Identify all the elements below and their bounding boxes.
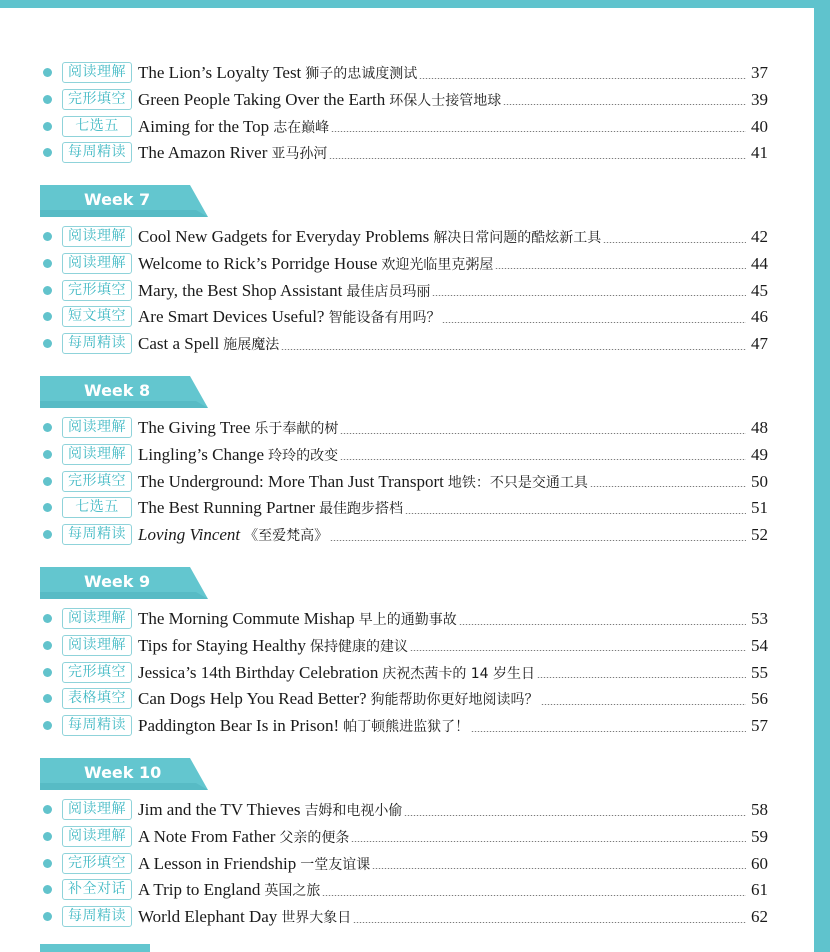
dot-leader: [405, 513, 746, 514]
bullet-icon: [43, 339, 52, 348]
toc-entry[interactable]: [0, 851, 814, 877]
entry-chinese-title: 环保人士接管地球: [389, 92, 502, 109]
entry-line: [138, 522, 748, 548]
entry-title: The Lion’s Loyalty Test: [138, 63, 302, 82]
page-number: 60: [751, 853, 768, 873]
entry-chinese-title: 早上的通勤事故: [358, 612, 457, 628]
dot-leader: [329, 158, 746, 159]
page-number: 37: [751, 63, 768, 82]
entry-chinese-title: 吉姆和电视小偷: [304, 803, 403, 819]
entry-title: Are Smart Devices Useful?: [138, 307, 325, 327]
entry-chinese-title: 解决日常问题的酷炫新工具: [433, 230, 602, 246]
entry-title: The Giving Tree: [138, 418, 251, 437]
entry-title: The Amazon River: [138, 143, 268, 163]
entry-title: A Note From Father: [138, 826, 276, 846]
dot-leader: [419, 78, 746, 79]
toc-entry[interactable]: [0, 87, 814, 113]
page-number: 58: [751, 800, 768, 819]
exercise-type-tag: 每周精读: [62, 524, 132, 545]
exercise-type-tag: 每周精读: [62, 906, 132, 927]
page-number: 61: [751, 880, 768, 900]
entry-title: World Elephant Day: [138, 907, 278, 927]
bullet-icon: [43, 477, 52, 486]
dot-leader: [495, 268, 746, 269]
toc-entry[interactable]: [0, 60, 814, 86]
entry-chinese-title: 乐于奉献的树: [254, 421, 339, 437]
dot-leader: [590, 486, 746, 487]
entry-line: [138, 660, 748, 686]
dot-leader: [353, 922, 746, 923]
entry-title: The Morning Commute Mishap: [138, 609, 355, 628]
bullet-icon: [43, 641, 52, 650]
toc-entry[interactable]: [0, 495, 814, 521]
page-number: 59: [751, 826, 768, 846]
exercise-type-tag: 每周精读: [62, 715, 132, 736]
toc-entry[interactable]: [0, 606, 814, 632]
page-number: 44: [751, 253, 768, 273]
week-banner: [40, 758, 208, 790]
entry-line: [138, 251, 748, 277]
dot-leader: [410, 650, 746, 651]
right-color-band: [814, 0, 830, 952]
entry-chinese-title: 狗能帮助你更好地阅读吗？: [370, 692, 539, 709]
exercise-type-tag: 阅读理解: [62, 417, 132, 438]
entry-chinese-title: 一堂友谊课: [300, 856, 371, 873]
entry-line: [138, 606, 748, 632]
entry-chinese-title: 地铁：不只是交通工具: [447, 474, 588, 491]
exercise-type-tag: 完形填空: [62, 853, 132, 874]
bullet-icon: [43, 259, 52, 268]
exercise-type-tag: 阅读理解: [62, 608, 132, 629]
bullet-icon: [43, 885, 52, 894]
exercise-type-tag: 每周精读: [62, 142, 132, 163]
bullet-icon: [43, 832, 52, 841]
week-label: Week 7: [84, 190, 151, 209]
exercise-type-tag: 完形填空: [62, 662, 132, 683]
exercise-type-tag: 阅读理解: [62, 226, 132, 247]
entry-title: Paddington Bear Is in Prison!: [138, 716, 340, 736]
exercise-type-tag: 阅读理解: [62, 253, 132, 274]
page-number: 40: [751, 116, 768, 136]
entry-title: Green People Taking Over the Earth: [138, 89, 386, 109]
entry-line: [138, 278, 748, 304]
entry-chinese-title: 父亲的便条: [279, 829, 350, 846]
entry-chinese-title: 最佳跑步搭档: [319, 501, 404, 518]
toc-entry[interactable]: [0, 877, 814, 903]
page-number: 41: [751, 143, 768, 163]
entry-title: The Best Running Partner: [138, 498, 316, 518]
dot-leader: [281, 349, 746, 350]
entry-title: Cool New Gadgets for Everyday Problems: [138, 227, 430, 246]
page-number: 45: [751, 280, 768, 300]
dot-leader: [351, 841, 746, 842]
entry-title: Welcome to Rick’s Porridge House: [138, 253, 378, 273]
exercise-type-tag: 完形填空: [62, 471, 132, 492]
page-number: 62: [751, 907, 768, 927]
entry-chinese-title: 最佳店员玛丽: [346, 283, 431, 300]
entry-line: [138, 495, 748, 521]
dot-leader: [471, 731, 746, 732]
page-number: 50: [751, 471, 768, 491]
toc-entry[interactable]: [0, 797, 814, 823]
bullet-icon: [43, 450, 52, 459]
entry-title: Aiming for the Top: [138, 116, 270, 136]
entry-line: [138, 87, 748, 113]
entry-title: The Underground: More Than Just Transport: [138, 471, 444, 491]
entry-line: [138, 633, 748, 659]
bullet-icon: [43, 614, 52, 623]
entry-line: [138, 713, 748, 739]
entry-chinese-title: 志在巅峰: [273, 119, 330, 136]
toc-entry[interactable]: [0, 824, 814, 850]
dot-leader: [372, 868, 746, 869]
exercise-type-tag: 每周精读: [62, 333, 132, 354]
dot-leader: [442, 322, 746, 323]
week-banner: [40, 376, 208, 408]
page-number: 46: [751, 307, 768, 327]
entry-chinese-title: 英国之旅: [264, 883, 321, 900]
entry-line: [138, 442, 748, 468]
exercise-type-tag: 七选五: [62, 497, 132, 518]
toc-entry[interactable]: [0, 469, 814, 495]
exercise-type-tag: 阅读理解: [62, 799, 132, 820]
entry-title: Tips for Staying Healthy: [138, 635, 306, 655]
dot-leader: [331, 131, 746, 132]
entry-line: [138, 140, 748, 166]
bullet-icon: [43, 721, 52, 730]
dot-leader: [503, 104, 746, 105]
bullet-icon: [43, 912, 52, 921]
page-number: 53: [751, 609, 768, 628]
bullet-icon: [43, 286, 52, 295]
page-number: 48: [751, 418, 768, 437]
entry-chinese-title: 世界大象日: [281, 910, 352, 927]
toc-entry[interactable]: [0, 140, 814, 166]
bullet-icon: [43, 68, 52, 77]
toc-entry[interactable]: [0, 713, 814, 739]
toc-entry[interactable]: [0, 331, 814, 357]
entry-title: A Lesson in Friendship: [138, 853, 297, 873]
entry-chinese-title: 玲玲的改变: [268, 447, 339, 464]
dot-leader: [432, 295, 746, 296]
toc-entry[interactable]: [0, 904, 814, 930]
week-banner: [40, 185, 208, 217]
entry-title: Can Dogs Help You Read Better?: [138, 689, 367, 709]
exercise-type-tag: 阅读理解: [62, 444, 132, 465]
bullet-icon: [43, 122, 52, 131]
week-label: Week 10: [84, 763, 162, 782]
entry-chinese-title: 庆祝杰茜卡的 14 岁生日: [382, 665, 536, 682]
entry-title: Lingling’s Change: [138, 444, 265, 464]
page-number: 57: [751, 716, 768, 736]
page-number: 52: [751, 525, 768, 545]
next-week-banner-fragment: [40, 944, 150, 952]
dot-leader: [537, 677, 746, 678]
dot-leader: [330, 540, 746, 541]
toc-entry[interactable]: [0, 660, 814, 686]
bullet-icon: [43, 503, 52, 512]
page-number: 56: [751, 689, 768, 709]
entry-chinese-title: 《至爱梵高》: [244, 528, 329, 545]
page-number: 42: [751, 227, 768, 246]
entry-line: [138, 877, 748, 903]
page-number: 39: [751, 89, 768, 109]
dot-leader: [541, 704, 746, 705]
dot-leader: [340, 433, 746, 434]
exercise-type-tag: 阅读理解: [62, 826, 132, 847]
bullet-icon: [43, 668, 52, 677]
week-banner: [40, 567, 208, 599]
week-label: Week 8: [84, 381, 151, 400]
toc-entry[interactable]: [0, 278, 814, 304]
bullet-icon: [43, 423, 52, 432]
dot-leader: [404, 815, 746, 816]
toc-entry[interactable]: [0, 442, 814, 468]
entry-line: [138, 331, 748, 357]
exercise-type-tag: 七选五: [62, 116, 132, 137]
dot-leader: [340, 459, 746, 460]
entry-line: [138, 824, 748, 850]
toc-entry[interactable]: [0, 251, 814, 277]
exercise-type-tag: 完形填空: [62, 89, 132, 110]
entry-title: A Trip to England: [138, 880, 261, 900]
entry-title: Cast a Spell: [138, 334, 220, 354]
entry-line: [138, 904, 748, 930]
dot-leader: [322, 895, 746, 896]
bullet-icon: [43, 232, 52, 241]
entry-chinese-title: 智能设备有用吗？: [328, 310, 441, 327]
entry-chinese-title: 施展魔法: [223, 337, 280, 354]
toc-entry[interactable]: [0, 304, 814, 330]
entry-line: [138, 114, 748, 140]
entry-line: [138, 851, 748, 877]
exercise-type-tag: 短文填空: [62, 306, 132, 327]
bullet-icon: [43, 95, 52, 104]
page-number: 54: [751, 635, 768, 655]
entry-line: [138, 469, 748, 495]
page-number: 55: [751, 662, 768, 682]
entry-chinese-title: 欢迎光临里克粥屋: [381, 256, 494, 273]
exercise-type-tag: 阅读理解: [62, 635, 132, 656]
page-number: 51: [751, 498, 768, 518]
entry-title: Loving Vincent: [138, 525, 241, 545]
bullet-icon: [43, 312, 52, 321]
bullet-icon: [43, 530, 52, 539]
entry-line: [138, 224, 748, 250]
bullet-icon: [43, 694, 52, 703]
page-number: 49: [751, 444, 768, 464]
exercise-type-tag: 阅读理解: [62, 62, 132, 83]
toc-entry[interactable]: [0, 415, 814, 441]
entry-line: [138, 686, 748, 712]
entry-title: Mary, the Best Shop Assistant: [138, 280, 343, 300]
toc-entry[interactable]: [0, 633, 814, 659]
exercise-type-tag: 表格填空: [62, 688, 132, 709]
dot-leader: [603, 242, 746, 243]
bullet-icon: [43, 859, 52, 868]
toc-entry[interactable]: [0, 686, 814, 712]
entry-chinese-title: 帕丁顿熊进监狱了！: [343, 719, 470, 736]
entry-chinese-title: 狮子的忠诚度测试: [305, 66, 418, 82]
entry-chinese-title: 亚马孙河: [271, 146, 328, 163]
week-label: Week 9: [84, 572, 151, 591]
entry-title: Jim and the TV Thieves: [138, 800, 301, 819]
bullet-icon: [43, 148, 52, 157]
exercise-type-tag: 补全对话: [62, 879, 132, 900]
bullet-icon: [43, 805, 52, 814]
dot-leader: [459, 624, 746, 625]
page-number: 47: [751, 334, 768, 354]
toc-entry[interactable]: [0, 224, 814, 250]
entry-line: [138, 60, 748, 86]
entry-chinese-title: 保持健康的建议: [309, 638, 408, 655]
entry-line: [138, 415, 748, 441]
entry-line: [138, 797, 748, 823]
entry-line: [138, 304, 748, 330]
toc-entry[interactable]: [0, 522, 814, 548]
exercise-type-tag: 完形填空: [62, 280, 132, 301]
toc-entry[interactable]: [0, 114, 814, 140]
entry-title: Jessica’s 14th Birthday Celebration: [138, 662, 379, 682]
